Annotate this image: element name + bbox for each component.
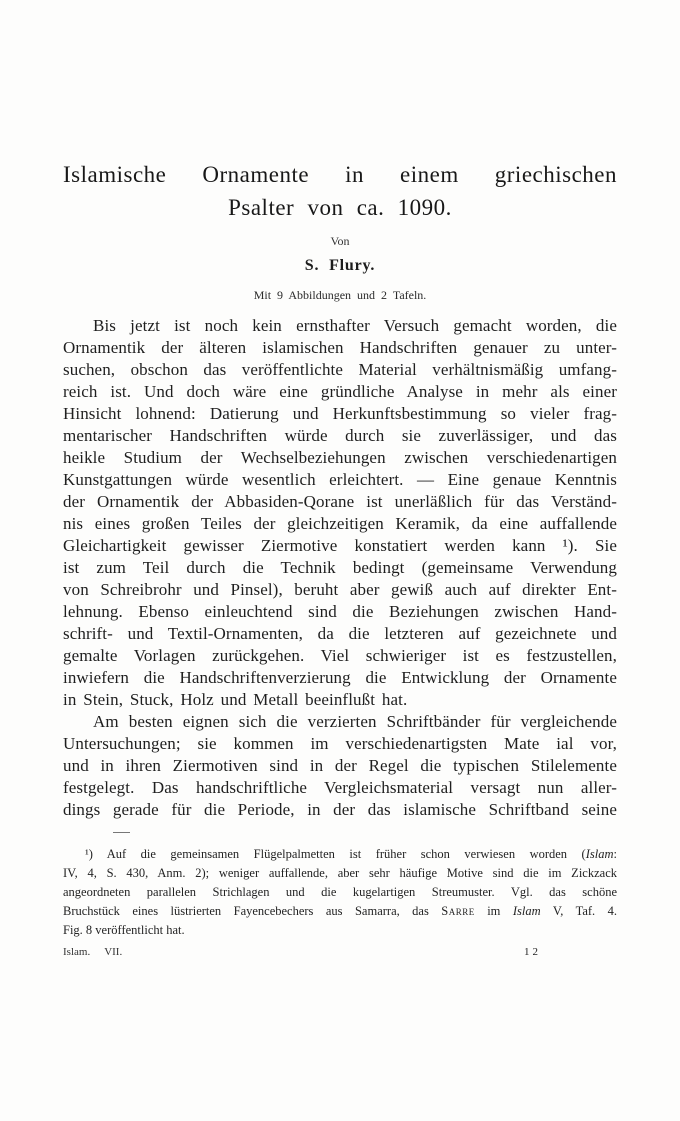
body-line: nis eines großen Teiles der gleichzeitigen Keramik, da eine auffallende [63, 514, 617, 533]
footnote-text: V, Taf. 4. [540, 904, 617, 918]
body-line: der Ornamentik der Abbasiden-Qorane ist unerläßlich für das Verständ- [63, 492, 617, 511]
footnote-smallcaps-name: Sarre [441, 904, 475, 918]
body-line: in Stein, Stuck, Holz und Metall beeinflußt hat. [63, 690, 408, 709]
footnote-text: Bruchstück eines lüstrierten Fayencebechers aus Samarra, das [63, 904, 442, 918]
footnote-separator [113, 832, 130, 833]
footer-journal: Islam. [63, 946, 91, 958]
body-line: Untersuchungen; sie kommen im verschiedenartigsten Mate ial vor, [63, 734, 617, 753]
body-line: Bis jetzt ist noch kein ernsthafter Versuch gemacht worden, die [93, 316, 617, 335]
body-line: suchen, obschon das veröffentlichte Material verhältnismäßig umfang- [63, 360, 617, 379]
footnote-text: ¹) Auf die gemeinsamen Flügelpalmetten ist früher schon verwiesen worden ( [85, 847, 586, 861]
body-line: Ornamentik der älteren islamischen Handschriften genauer zu unter- [63, 338, 617, 357]
body-line: dings gerade für die Periode, in der das islamische Schriftband seine [63, 800, 617, 819]
body-line: ist zum Teil durch die Technik bedingt (gemeinsame Verwendung [63, 558, 617, 577]
body-line: von Schreibrohr und Pinsel), beruht aber gewiß auch auf direkter Ent- [63, 580, 617, 599]
author-name: S. Flury. [304, 257, 376, 274]
footer-volume: VII. [104, 946, 123, 958]
body-line: Gleichartigkeit gewisser Ziermotive konstatiert werden kann ¹). Sie [63, 536, 617, 555]
footnote-line [63, 845, 617, 864]
illustrations-note: Mit 9 Abbildungen und 2 Tafeln. [253, 288, 427, 302]
body-line: Hinsicht lohnend: Datierung und Herkunftsbestimmung so vieler frag- [63, 404, 617, 423]
article-body [63, 315, 617, 821]
body-line: festgelegt. Das handschriftliche Vergleichsmaterial versagt nun aller- [63, 778, 617, 797]
body-line: und in ihren Ziermotiven sind in der Regel die typischen Stilelemente [63, 756, 617, 775]
signature-mark: 12 [524, 946, 541, 958]
body-line: Kunstgattungen würde wesentlich erleichtert. — Eine genaue Kenntnis [63, 470, 617, 489]
body-line: inwiefern die Handschriftenverzierung die Entwicklung der Ornamente [63, 668, 617, 687]
footnote-block [63, 845, 617, 940]
footnote-line: Fig. 8 veröffentlicht hat. [63, 923, 185, 937]
body-line: heikle Studium der Wechselbeziehungen zwischen verschiedenartigen [63, 448, 617, 467]
article-title-line1: Islamische Ornamente in einem griechischen [63, 162, 617, 187]
body-line: reich ist. Und doch wäre eine gründliche Analyse in mehr als einer [63, 382, 617, 401]
body-line: Am besten eignen sich die verzierten Schriftbänder für vergleichende [93, 712, 617, 731]
article-title-line2: Psalter von ca. 1090. [228, 195, 452, 220]
body-line: lehnung. Ebenso einleuchtend sind die Beziehungen zwischen Hand- [63, 602, 617, 621]
body-line: gemalte Vorlagen zurückgehen. Viel schwieriger ist es festzustellen, [63, 646, 617, 665]
body-line: mentarischer Handschriften würde durch sie zuverlässiger, und das [63, 426, 617, 445]
footnote-line: IV, 4, S. 430, Anm. 2); weniger auffallende, aber sehr häufige Motive sind die im Zickzack [63, 866, 617, 880]
footnote-line [63, 902, 617, 921]
footnote-italic-citation: Islam [585, 847, 614, 861]
footnote-line: angeordneten parallelen Strichlagen und die kugelartigen Streumuster. Vgl. das schöne [63, 885, 617, 899]
page-footer [63, 945, 617, 959]
footnote-italic-citation: Islam [512, 904, 541, 918]
body-line: schrift- und Textil-Ornamenten, da die letzteren auf gezeichnete und [63, 624, 617, 643]
footnote-text: : [613, 847, 617, 861]
footnote-text: im [474, 904, 513, 918]
byline-prefix: Von [330, 234, 350, 248]
